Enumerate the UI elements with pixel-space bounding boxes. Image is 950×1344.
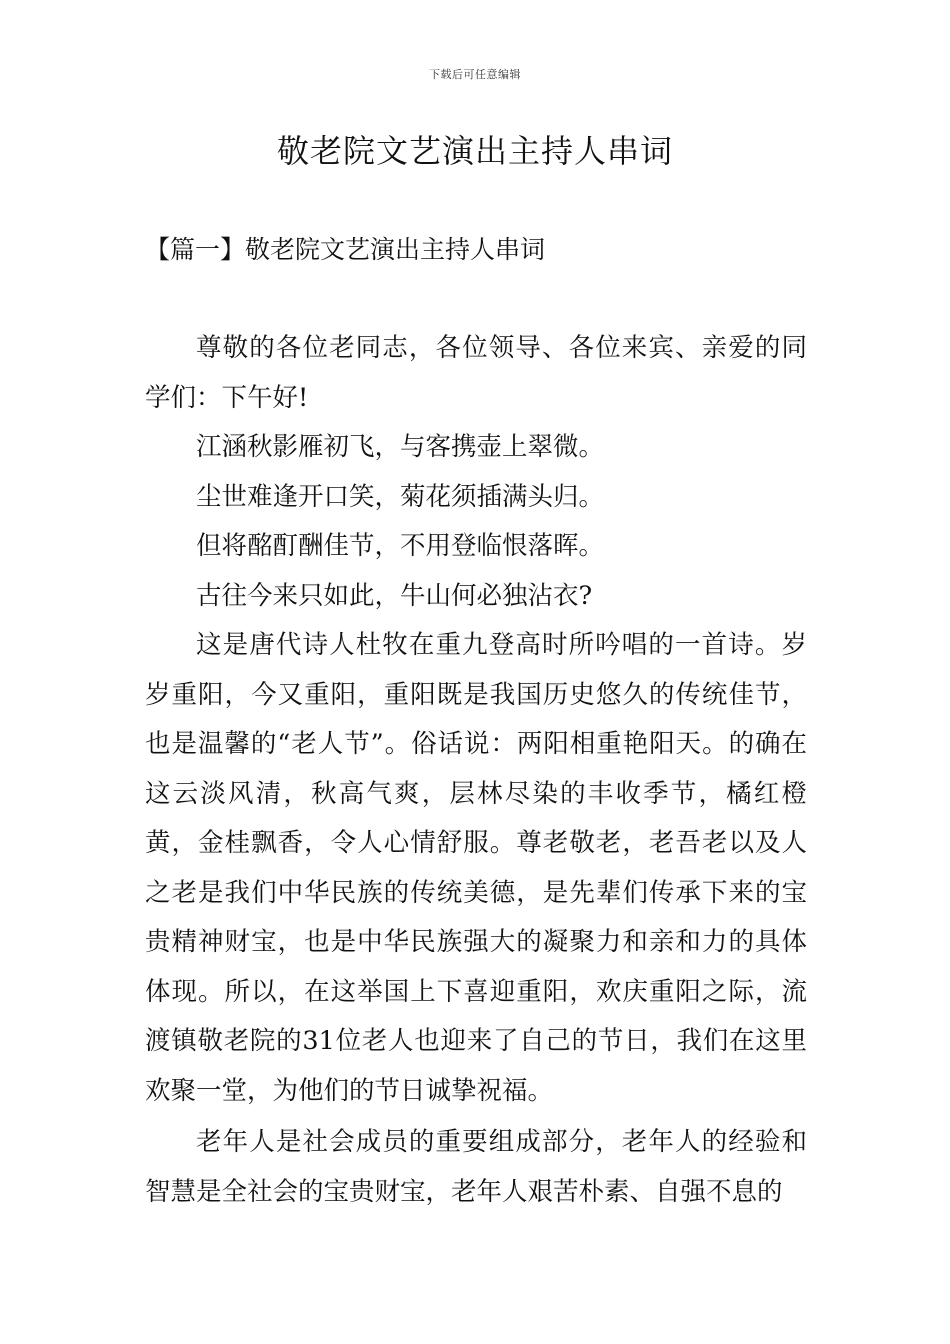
poem-line: 江涵秋影雁初飞，与客携壶上翠微。: [196, 432, 605, 462]
body-paragraph: 这是唐代诗人杜牧在重九登高时所吟唱的一首诗。岁岁重阳，今又重阳，重阳既是我国历史悠久的传统佳节，也是温馨的“老人节”。俗话说：两阳相重艳阳天。的确在这云淡风清，秋高气爽，层林尽染的丰收季节，橘红橙黄，金桂飘香，令人心情舒服。尊老敬老，老吾老以及人之老是我们中华民族的传统美德，是先辈们传承下来的宝贵精神财宝，也是中华民族强大的凝聚力和亲和力的具体体现。所以，在这举国上下喜迎重阳，欢庆重阳之际，流渡镇敬老院的31位老人也迎来了自己的节日，我们在这里欢聚一堂，为他们的节日诚挚祝福。: [145, 630, 807, 1106]
poem-line: 但将酩酊酬佳节，不用登临恨落晖。: [196, 531, 605, 561]
document-title: 敬老院文艺演出主持人串词: [276, 132, 673, 170]
poem-line: 尘世难逢开口笑，菊花须插满头归。: [196, 481, 605, 512]
greeting-paragraph: 尊敬的各位老同志，各位领导、各位来宾、亲爱的同学们：下午好!: [145, 333, 807, 413]
poem-line: 古往今来只如此，牛山何必独沾衣?: [196, 580, 593, 611]
section-heading: 【篇一】敬老院文艺演出主持人串词: [145, 235, 546, 264]
document-body: [145, 324, 807, 1217]
header-note: 下载后可任意编辑: [429, 68, 521, 81]
body-paragraph: 老年人是社会成员的重要组成部分，老年人的经验和智慧是全社会的宝贵财宝，老年人艰苦朴素、自强不息的: [145, 1127, 807, 1207]
